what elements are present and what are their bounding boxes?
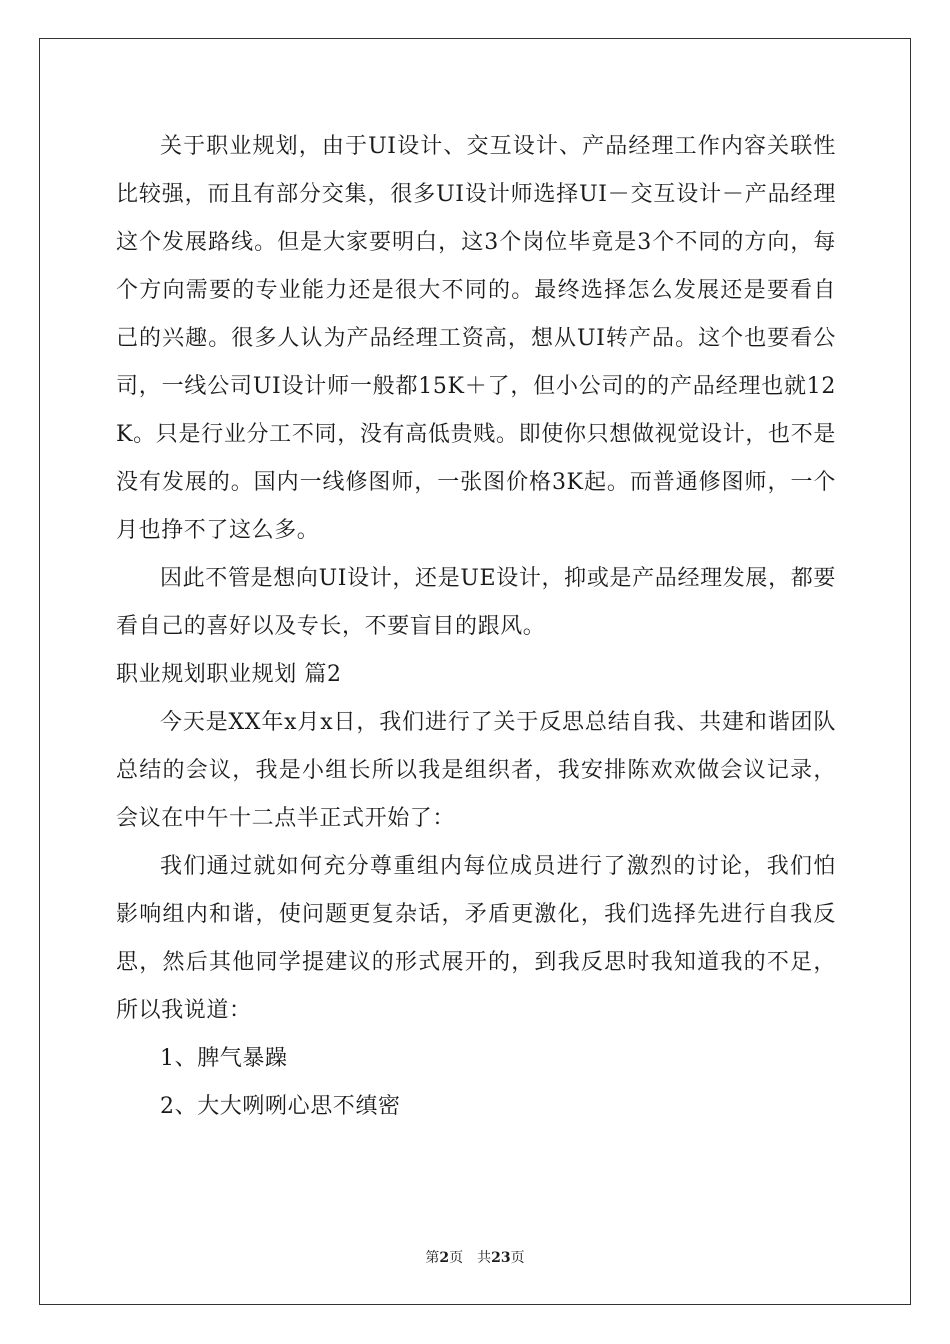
footer-page-number: 2 — [439, 1250, 450, 1266]
paragraph-career-planning: 关于职业规划，由于UI设计、交互设计、产品经理工作内容关联性比较强，而且有部分交集，很多UI设计师选择UI－交互设计－产品经理这个发展路线。但是大家要明白，这3个岗位毕竟是3个不同的方向，每个方向需要的专业能力还是很大不同的。最终选择怎么发展还是要看自己的兴趣。很多人认为产品经理工资高，想从UI转产品。这个也要看公司，一线公司UI设计师一般都15K＋了，但小公司的的产品经理也就12K。只是行业分工不同，没有高低贵贱。即使你只想做视觉设计，也不是没有发展的。国内一线修图师，一张图价格3K起。而普通修图师，一个月也挣不了这么多。 — [116, 134, 836, 543]
footer-total-prefix: 共 — [477, 1250, 492, 1266]
paragraph-conclusion: 因此不管是想向UI设计，还是UE设计，抑或是产品经理发展，都要看自己的喜好以及专长，不要盲目的跟风。 — [116, 566, 836, 639]
section-heading: 职业规划职业规划 篇2 — [116, 662, 342, 687]
footer-page-prefix: 第 — [425, 1250, 440, 1266]
paragraph-meeting-intro: 今天是XX年x月x日，我们进行了关于反思总结自我、共建和谐团队总结的会议，我是小组长所以我是组织者，我安排陈欢欢做会议记录，会议在中午十二点半正式开始了： — [116, 710, 836, 831]
footer-total-suffix: 页 — [510, 1250, 525, 1266]
list-item: 2、大大咧咧心思不缜密 — [160, 1094, 401, 1119]
footer-page-suffix: 页 — [449, 1250, 464, 1266]
page-footer — [0, 1247, 950, 1267]
paragraph-meeting-discussion: 我们通过就如何充分尊重组内每位成员进行了激烈的讨论，我们怕影响组内和谐，使问题更复杂话，矛盾更激化，我们选择先进行自我反思，然后其他同学提建议的形式展开的，到我反思时我知道我的不足，所以我说道： — [116, 854, 836, 1023]
footer-total-number: 23 — [491, 1250, 511, 1266]
document-body — [116, 123, 836, 1131]
list-item: 1、脾气暴躁 — [160, 1046, 288, 1071]
